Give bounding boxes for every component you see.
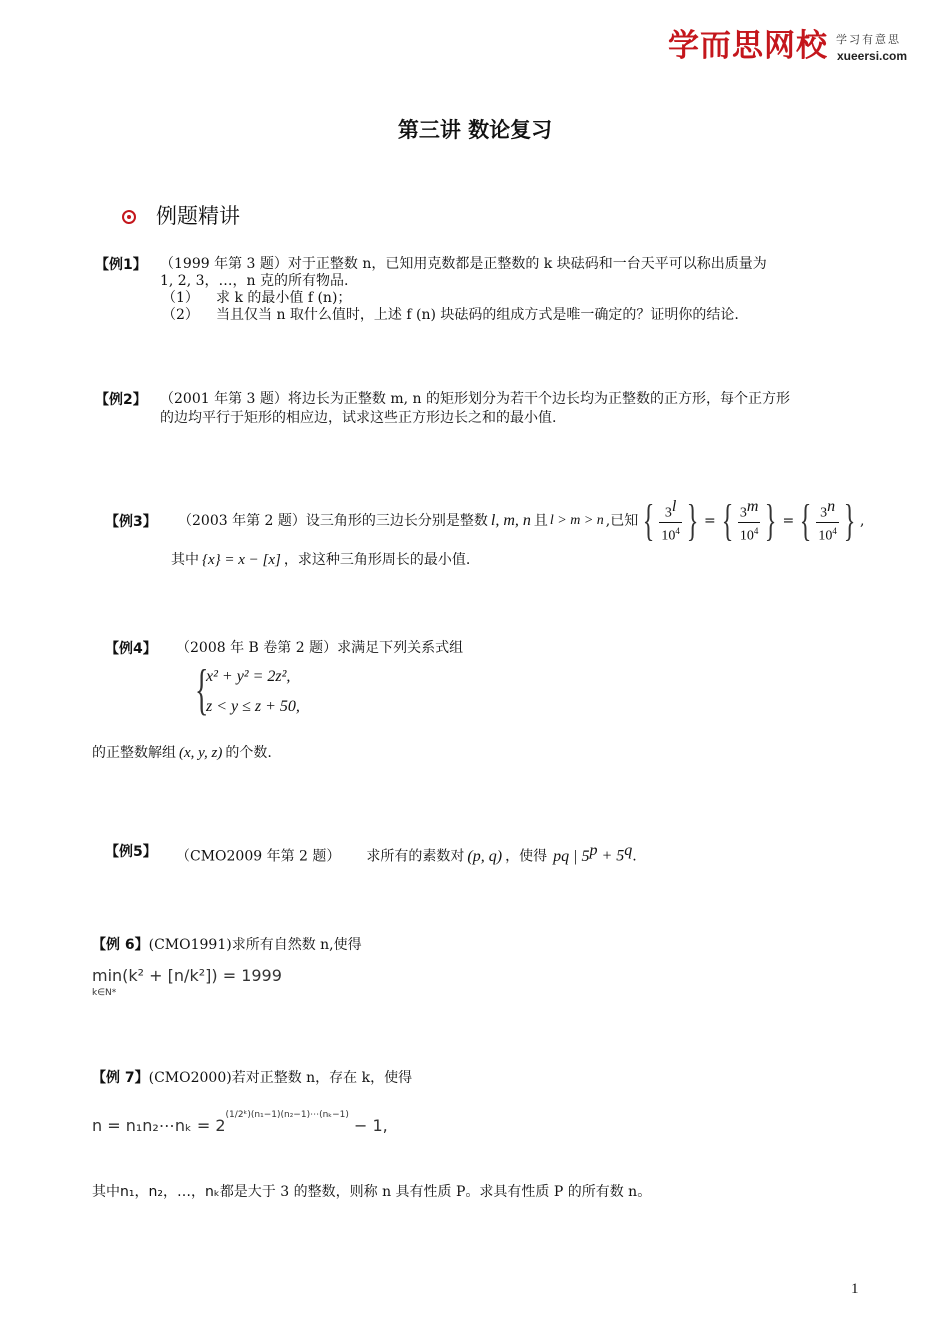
left-brace: { bbox=[800, 496, 812, 545]
right-brace: } bbox=[765, 496, 777, 545]
example-3-line1 bbox=[178, 496, 864, 546]
example-3-text1: （2003 年第 2 题）设三角形的三边长分别是整数 bbox=[178, 513, 488, 529]
example-6-text: (CMO1991)求所有自然数 n,使得 bbox=[148, 937, 362, 953]
page-title: 第三讲 数论复习 bbox=[397, 117, 553, 142]
example-6-formula: min(k² + [n/k²]) = 1999 bbox=[92, 966, 282, 985]
example-6-line bbox=[92, 935, 362, 955]
system-brace: { bbox=[195, 659, 209, 721]
fraction-n: $\frac{3^n}{10^4}$ bbox=[818, 497, 837, 544]
example-2-line2: 的边均平行于矩形的相应边，试求这些正方形边长之和的最小值. bbox=[160, 410, 557, 426]
example-3-ineq: l > m > n bbox=[549, 513, 604, 528]
example-3-label: 【例3】 bbox=[105, 514, 157, 530]
example-2-label: 【例2】 bbox=[95, 392, 147, 408]
example-6-formula-sub: k∈N* bbox=[92, 988, 117, 998]
fraction-l: $\frac{3^l}{10^4}$ bbox=[661, 497, 680, 544]
section-heading bbox=[122, 201, 240, 231]
logo-url: xueersi.com bbox=[837, 49, 908, 63]
example-4-text: （2008 年 B 卷第 2 题）求满足下列关系式组 bbox=[176, 640, 464, 656]
fraction-m: $\frac{3^m}{10^4}$ bbox=[739, 497, 759, 544]
example-4-eq2: z < y ≤ z + 50, bbox=[206, 698, 300, 715]
equals-sign: = bbox=[782, 513, 795, 529]
equals-sign: = bbox=[704, 513, 716, 529]
example-4-eq1: x² + y² = 2z², bbox=[206, 668, 291, 685]
example-7-formula: n = n₁n₂⋯nₖ = $2^{(1/2ᵏ)(n_1-1)(n_2-1)\cdots(n_k-1)} - 1$, bbox=[92, 1110, 388, 1135]
example-7-last: 其中n₁，n₂，…，nₖ都是大于 3 的整数，则称 n 具有性质 P。求具有性质 P 的所有数 n。 bbox=[92, 1184, 652, 1200]
example-1-line2: 1, 2, 3，…，n 克的所有物品. bbox=[160, 273, 349, 289]
example-1-label: 【例1】 bbox=[95, 257, 147, 273]
right-brace: } bbox=[843, 496, 856, 545]
page-number: 1 bbox=[851, 1281, 859, 1297]
example-3-vars: l, m, n bbox=[490, 512, 531, 529]
example-1-sub1-num: （1） bbox=[162, 290, 199, 306]
example-4-after: 的正整数解组 (x, y, z) 的个数. bbox=[92, 745, 272, 761]
right-brace: } bbox=[686, 496, 699, 545]
example-1-sub2-num: （2） bbox=[162, 307, 199, 323]
left-brace: { bbox=[643, 496, 655, 545]
logo: 学而思网校 bbox=[668, 28, 828, 64]
example-7-line bbox=[92, 1068, 412, 1088]
example-5-label: 【例5】 bbox=[105, 844, 157, 860]
example-3-text3: ,已知 bbox=[605, 513, 639, 529]
example-4-label: 【例4】 bbox=[105, 641, 157, 657]
example-6-label: 【例 6】 bbox=[92, 937, 149, 953]
example-1-line1: （1999 年第 3 题）对于正整数 n，已知用克数都是正整数的 k 块砝码和一台天平可以称出质量为 bbox=[160, 256, 767, 272]
example-1-sub1-text: 求 k 的最小值 f (n)； bbox=[216, 290, 352, 306]
section-heading-text: 例题精讲 bbox=[156, 204, 240, 228]
bullet-icon bbox=[122, 210, 136, 224]
left-brace: { bbox=[721, 496, 734, 545]
logo-slogan: 学习有意思 bbox=[836, 33, 901, 46]
example-3-line2: 其中 {x} = x − [x] ，求这种三角形周长的最小值. bbox=[171, 552, 471, 568]
example-7-text: (CMO2000)若对正整数 n，存在 k，使得 bbox=[148, 1070, 413, 1086]
example-7-label: 【例 7】 bbox=[92, 1070, 149, 1086]
example-1-sub2-text: 当且仅当 n 取什么值时，上述 f (n) 块砝码的组成方式是唯一确定的？证明你的结论. bbox=[216, 307, 739, 323]
example-2-line1: （2001 年第 3 题）将边长为正整数 m, n 的矩形划分为若干个边长均为正整数的正方形，每个正方形 bbox=[160, 391, 790, 407]
example-5-line: （CMO2009 年第 2 题） 求所有的素数对 (p, q) ，使得 pq | $5^p + 5^q$. bbox=[176, 842, 637, 865]
example-3-text2: 且 bbox=[533, 513, 548, 529]
comma: , bbox=[860, 513, 865, 529]
